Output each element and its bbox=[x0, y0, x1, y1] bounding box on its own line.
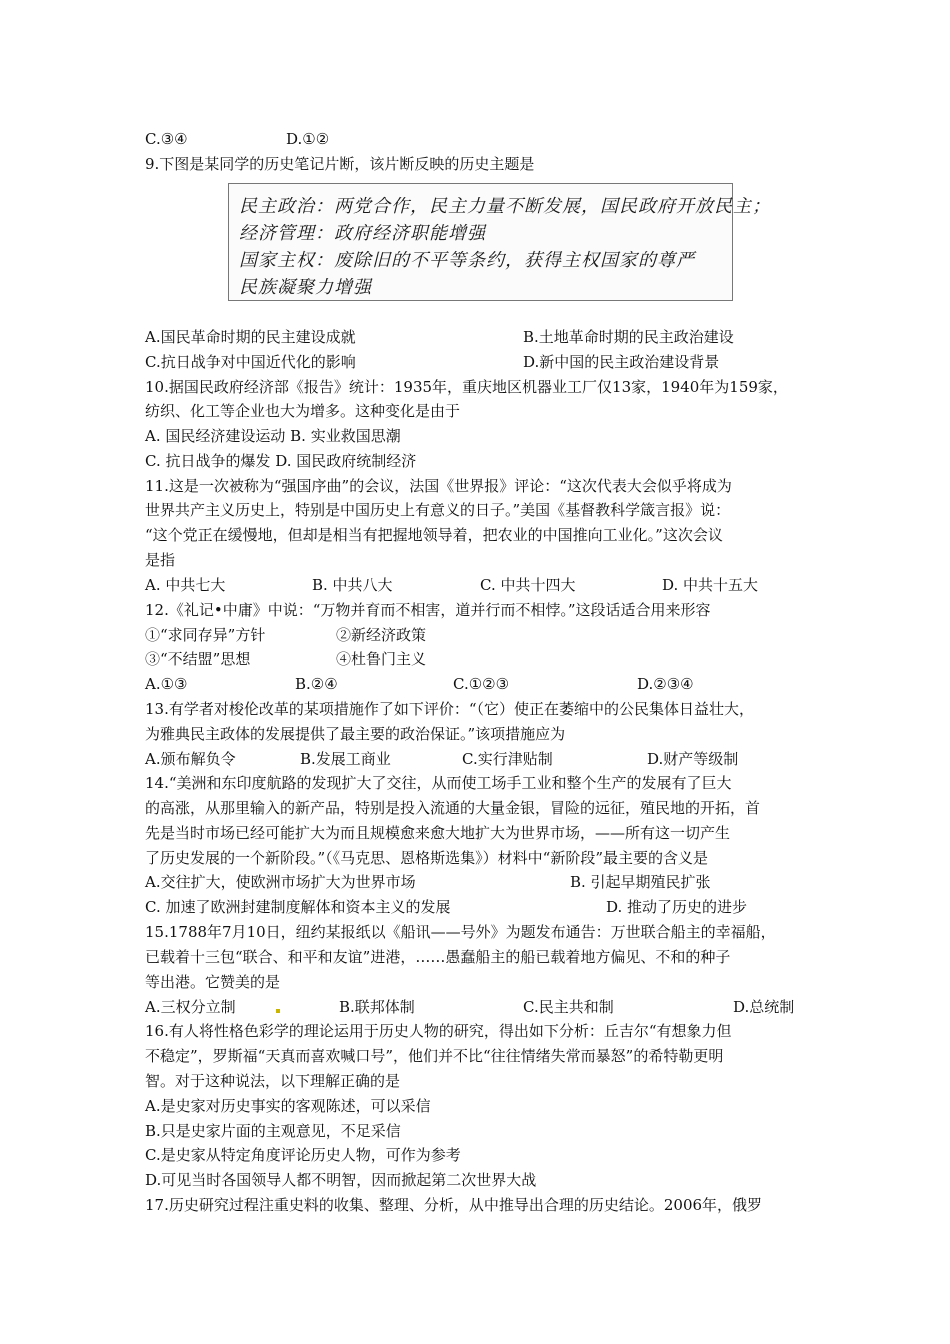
text-line: 了历史发展的一个新阶段。”（《马克思、恩格斯选集》）材料中“新阶段”最主要的含义是 bbox=[145, 849, 709, 867]
answer-option: B. 中共八大 bbox=[312, 576, 393, 594]
handwritten-notes-image bbox=[228, 183, 771, 301]
text-line: 13.有学者对梭伦改革的某项措施作了如下评价：“（它）使正在萎缩中的公民集体日益壮大， bbox=[145, 700, 755, 718]
text-line: ①“求同存异”方针 bbox=[145, 626, 266, 644]
text-line: 9.下图是某同学的历史笔记片断，该片断反映的历史主题是 bbox=[145, 155, 535, 173]
text-line: A.是史家对历史事实的客观陈述，可以采信 bbox=[145, 1097, 431, 1115]
answer-option: D. 中共十五大 bbox=[662, 576, 759, 594]
text-line: ③“不结盟”思想 bbox=[145, 650, 251, 668]
text-line: 17.历史研究过程注重史料的收集、整理、分析，从中推导出合理的历史结论。2006年，俄罗 bbox=[145, 1196, 763, 1214]
answer-option: B.土地革命时期的民主政治建设 bbox=[523, 328, 734, 346]
answer-option: D.财产等级制 bbox=[647, 750, 739, 768]
answer-option: B.发展工商业 bbox=[300, 750, 391, 768]
answer-option: C. 中共十四大 bbox=[480, 576, 576, 594]
text-line: A.①③ bbox=[145, 675, 188, 693]
text-line: C. 抗日战争的爆发 D. 国民政府统制经济 bbox=[145, 452, 417, 470]
answer-option: ②新经济政策 bbox=[336, 626, 427, 644]
answer-option: D.总统制 bbox=[733, 998, 795, 1016]
stray-mark bbox=[276, 1009, 280, 1013]
note-line-sovereignty: 国家主权：废除旧的不平等条约，获得主权国家的尊严 bbox=[239, 250, 695, 271]
text-line: C.是史家从特定角度评论历史人物，可作为参考 bbox=[145, 1146, 461, 1164]
note-line-economy: 经济管理：政府经济职能增强 bbox=[239, 223, 486, 244]
text-line: A.交往扩大，使欧洲市场扩大为世界市场 bbox=[145, 873, 416, 891]
answer-option: B.②④ bbox=[295, 675, 338, 693]
text-line: C.③④ bbox=[145, 130, 188, 148]
answer-option: C.实行津贴制 bbox=[462, 750, 553, 768]
text-line: A. 国民经济建设运动 B. 实业救国思潮 bbox=[145, 427, 401, 445]
text-line: A.三权分立制 bbox=[145, 998, 236, 1016]
answer-option: B.联邦体制 bbox=[339, 998, 415, 1016]
answer-option: D.①② bbox=[286, 130, 330, 148]
text-line: 世界共产主义历史上，特别是中国历史上有意义的日子。”美国《基督教科学箴言报》说： bbox=[145, 501, 731, 519]
answer-option: D.②③④ bbox=[637, 675, 694, 693]
text-line: C.抗日战争对中国近代化的影响 bbox=[145, 353, 356, 371]
text-line: 的高涨，从那里输入的新产品，特别是投入流通的大量金银，冒险的远征，殖民地的开拓，首 bbox=[145, 799, 761, 817]
text-line: C. 加速了欧洲封建制度解体和资本主义的发展 bbox=[145, 898, 451, 916]
text-line: 先是当时市场已经可能扩大为而且规模愈来愈大地扩大为世界市场，——所有这一切产生 bbox=[145, 824, 731, 842]
text-line: A. 中共七大 bbox=[145, 576, 226, 594]
text-line: 等出港。它赞美的是 bbox=[145, 973, 281, 991]
text-line: 为雅典民主政体的发展提供了最主要的政治保证。”该项措施应为 bbox=[145, 725, 566, 743]
text-line: A.国民革命时期的民主建设成就 bbox=[145, 328, 356, 346]
text-line: “这个党正在缓慢地，但却是相当有把握地领导着，把农业的中国推向工业化。”这次会议 bbox=[145, 526, 723, 544]
answer-option: C.①②③ bbox=[453, 675, 510, 693]
text-line: 纺织、化工等企业也大为增多。这种变化是由于 bbox=[145, 402, 461, 420]
answer-option: ④杜鲁门主义 bbox=[336, 650, 427, 668]
text-line: 已载着十三包“联合、和平和友谊”进港，……愚蠢船主的船已载着地方偏见、不和的种子 bbox=[145, 948, 731, 966]
text-line: 15.1788年7月10日，纽约某报纸以《船讯——号外》为题发布通告：万世联合船主的幸福船， bbox=[145, 923, 776, 941]
note-line-politics: 民主政治：两党合作，民主力量不断发展，国民政府开放民主； bbox=[239, 196, 771, 217]
text-line: 10.据国民政府经济部《报告》统计：1935年，重庆地区机器业工厂仅13家，1940年为159家， bbox=[145, 378, 788, 396]
text-line: 不稳定”，罗斯福“天真而喜欢喊口号”，他们并不比“往往情绪失常而暴怒”的希特勒更明 bbox=[145, 1047, 724, 1065]
text-line: 11.这是一次被称为“强国序曲”的会议，法国《世界报》评论：“这次代表大会似乎将成为 bbox=[145, 477, 732, 495]
answer-option: B. 引起早期殖民扩张 bbox=[570, 873, 711, 891]
text-line: D.可见当时各国领导人都不明智，因而掀起第二次世界大战 bbox=[145, 1171, 537, 1189]
text-line: 14.“美洲和东印度航路的发现扩大了交往，从而使工场手工业和整个生产的发展有了巨大 bbox=[145, 774, 732, 792]
text-line: 12.《礼记•中庸》中说：“万物并育而不相害，道并行而不相悖。”这段话适合用来形容 bbox=[145, 601, 711, 619]
answer-option: D. 推动了历史的进步 bbox=[606, 898, 748, 916]
text-line: A.颁布解负令 bbox=[145, 750, 236, 768]
note-line-nation: 民族凝聚力增强 bbox=[239, 277, 372, 298]
text-line: 16.有人将性格色彩学的理论运用于历史人物的研究，得出如下分析：丘吉尔“有想象力但 bbox=[145, 1022, 732, 1040]
answer-option: D.新中国的民主政治建设背景 bbox=[523, 353, 720, 371]
text-line: B.只是史家片面的主观意见，不足采信 bbox=[145, 1122, 401, 1140]
answer-option: C.民主共和制 bbox=[523, 998, 614, 1016]
text-line: 是指 bbox=[145, 551, 176, 569]
text-line: 智。对于这种说法，以下理解正确的是 bbox=[145, 1072, 401, 1090]
